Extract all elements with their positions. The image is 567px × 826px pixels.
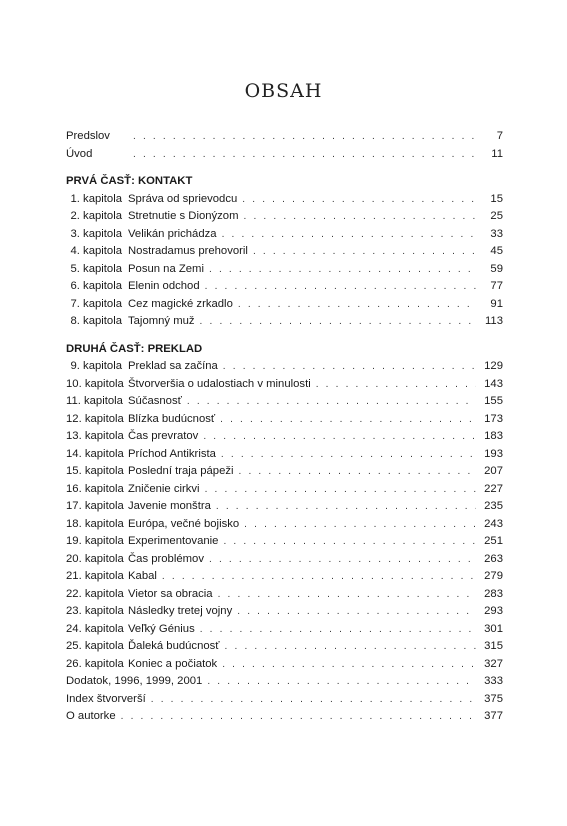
page-number: 33: [490, 227, 503, 240]
page-number: 293: [484, 605, 503, 617]
chapter-title: Blízka budúcnosť: [128, 412, 216, 425]
chapter-title: Následky tretej vojny: [128, 605, 233, 617]
page-number: 333: [484, 675, 503, 687]
toc-chapter-entry[interactable]: [66, 533, 503, 551]
chapter-title: Kabal: [128, 570, 157, 582]
dot-leader: [244, 208, 476, 226]
toc-chapter-entry[interactable]: [66, 278, 503, 296]
dot-leader: [242, 191, 476, 209]
toc-chapter-entry[interactable]: [66, 191, 503, 209]
chapter-title: Posun na Zemi: [128, 262, 204, 275]
page-number: 235: [484, 500, 503, 512]
chapter-number: 8. kapitola: [70, 315, 122, 327]
dot-leader: [223, 358, 476, 376]
dot-leader: [218, 586, 476, 604]
chapter-title: Nostradamus prehovoril: [128, 245, 248, 257]
page-number: 11: [491, 147, 503, 160]
toc-chapter-entry[interactable]: [66, 428, 503, 446]
dot-leader: [187, 393, 476, 411]
toc-chapter-entry[interactable]: [66, 463, 503, 481]
chapter-number: 3. kapitola: [70, 227, 122, 240]
toc-chapter-entry[interactable]: [66, 621, 503, 639]
toc-chapter-entry[interactable]: [66, 208, 503, 226]
chapter-title: Tajomný muž: [128, 315, 195, 327]
chapter-number: 20. kapitola: [66, 552, 124, 565]
toc-chapter-entry[interactable]: [66, 656, 503, 674]
page-number: 263: [484, 552, 503, 565]
entry-label: O autorke: [66, 710, 116, 722]
toc-chapter-entry[interactable]: [66, 376, 503, 394]
dot-leader: [205, 278, 476, 296]
chapter-number: 9. kapitola: [70, 360, 122, 372]
toc-chapter-entry[interactable]: [66, 481, 503, 499]
dot-leader: [162, 568, 476, 586]
chapter-number: 26. kapitola: [66, 657, 124, 670]
page-number: 377: [484, 710, 503, 722]
dot-leader: [244, 516, 476, 534]
dot-leader: [237, 603, 476, 621]
page-number: 113: [484, 315, 503, 327]
chapter-title: Čas problémov: [128, 552, 204, 565]
dot-leader: [225, 638, 476, 656]
page-number: 173: [484, 412, 503, 425]
page-title: OBSAH: [244, 80, 323, 102]
chapter-title: Súčasnosť: [128, 395, 182, 407]
toc-entry[interactable]: [66, 128, 503, 146]
chapter-number: 2. kapitola: [70, 210, 122, 222]
toc-chapter-entry[interactable]: [66, 568, 503, 586]
page-number: 327: [484, 657, 503, 670]
toc-entry[interactable]: [66, 673, 503, 691]
page-number: 45: [490, 245, 503, 257]
chapter-number: 14. kapitola: [66, 447, 124, 460]
chapter-number: 16. kapitola: [66, 482, 124, 495]
chapter-number: 18. kapitola: [66, 517, 124, 530]
page-number: 283: [484, 587, 503, 600]
page-number: 155: [484, 395, 503, 407]
toc-entry[interactable]: [66, 146, 503, 164]
chapter-title: Európa, večné bojisko: [128, 517, 240, 530]
dot-leader: [207, 673, 476, 691]
toc-chapter-entry[interactable]: [66, 638, 503, 656]
part2-heading: DRUHÁ ČASŤ: PREKLAD: [66, 342, 203, 355]
back-matter: [66, 673, 503, 726]
page-number: 91: [490, 297, 503, 310]
table-of-contents: [66, 128, 503, 726]
dot-leader: [216, 498, 476, 516]
chapter-number: 25. kapitola: [66, 640, 124, 652]
page-number: 301: [484, 622, 503, 635]
page-number: 129: [484, 360, 503, 372]
dot-leader: [316, 376, 476, 394]
chapter-title: Ďaleká budúcnosť: [128, 640, 220, 652]
dot-leader: [209, 261, 476, 279]
page-number: 207: [484, 465, 503, 477]
chapter-number: 13. kapitola: [66, 430, 124, 442]
dot-leader: [223, 533, 476, 551]
chapter-title: Elenin odchod: [128, 280, 200, 292]
chapter-title: Javenie monštra: [128, 500, 211, 512]
chapter-number: 5. kapitola: [70, 262, 122, 275]
page-number: 251: [484, 535, 503, 547]
page-number: 183: [484, 430, 503, 442]
chapter-title: Stretnutie s Dionýzom: [128, 210, 239, 222]
chapter-title: Správa od sprievodcu: [128, 192, 238, 205]
dot-leader: [203, 428, 476, 446]
toc-chapter-entry[interactable]: [66, 243, 503, 261]
toc-chapter-entry[interactable]: [66, 498, 503, 516]
entry-label: Úvod: [66, 147, 93, 160]
dot-leader: [133, 128, 476, 146]
chapter-number: 1. kapitola: [70, 192, 122, 205]
toc-entry[interactable]: [66, 708, 503, 726]
chapter-number: 6. kapitola: [70, 280, 122, 292]
chapter-number: 7. kapitola: [70, 297, 122, 310]
chapter-number: 23. kapitola: [66, 605, 124, 617]
chapter-number: 4. kapitola: [70, 245, 122, 257]
chapter-title: Veľký Génius: [128, 622, 195, 635]
chapter-number: 10. kapitola: [66, 377, 124, 390]
page-number: 279: [484, 570, 503, 582]
toc-chapter-entry[interactable]: [66, 603, 503, 621]
toc-chapter-entry[interactable]: [66, 516, 503, 534]
chapter-title: Čas prevratov: [128, 430, 199, 442]
chapter-title: Príchod Antikrista: [128, 447, 216, 460]
page-number: 77: [490, 280, 503, 292]
dot-leader: [222, 226, 476, 244]
chapter-title: Štvorveršia o udalostiach v minulosti: [128, 377, 311, 390]
dot-leader: [222, 656, 476, 674]
chapter-number: 12. kapitola: [66, 412, 124, 425]
chapter-title: Koniec a počiatok: [128, 657, 218, 670]
chapter-title: Experimentovanie: [128, 535, 219, 547]
dot-leader: [133, 146, 476, 164]
toc-chapter-entry[interactable]: [66, 226, 503, 244]
page-number: 193: [484, 447, 503, 460]
chapter-title: Vietor sa obracia: [128, 587, 213, 600]
chapter-title: Velikán prichádza: [128, 227, 217, 240]
entry-label: Index štvorverší: [66, 692, 146, 705]
page-number: 59: [490, 262, 503, 275]
dot-leader: [239, 463, 476, 481]
dot-leader: [151, 691, 476, 709]
chapter-number: 24. kapitola: [66, 622, 124, 635]
front-matter: [66, 128, 503, 163]
dot-leader: [200, 313, 476, 331]
entry-label: Predslov: [66, 130, 110, 142]
toc-chapter-entry[interactable]: [66, 261, 503, 279]
dot-leader: [205, 481, 476, 499]
toc-chapter-entry[interactable]: [66, 446, 503, 464]
page-number: 25: [490, 210, 503, 222]
dot-leader: [200, 621, 476, 639]
page-number: 7: [496, 130, 503, 142]
toc-chapter-entry[interactable]: [66, 411, 503, 429]
chapter-title: Poslední traja pápeži: [128, 465, 234, 477]
entry-label: Dodatok, 1996, 1999, 2001: [66, 675, 203, 687]
dot-leader: [121, 708, 476, 726]
toc-chapter-entry[interactable]: [66, 313, 503, 331]
toc-chapter-entry[interactable]: [66, 358, 503, 376]
dot-leader: [209, 551, 476, 569]
chapter-title: Cez magické zrkadlo: [128, 297, 233, 310]
chapter-number: 21. kapitola: [66, 570, 124, 582]
toc-entry[interactable]: [66, 691, 503, 709]
toc-chapter-entry[interactable]: [66, 296, 503, 314]
chapter-number: 19. kapitola: [66, 535, 124, 547]
page-number: 15: [490, 192, 503, 205]
part1-chapters: [66, 191, 503, 331]
chapter-title: Preklad sa začína: [128, 360, 218, 372]
toc-chapter-entry[interactable]: [66, 586, 503, 604]
chapter-number: 22. kapitola: [66, 587, 124, 600]
page-number: 143: [484, 377, 503, 390]
toc-chapter-entry[interactable]: [66, 393, 503, 411]
dot-leader: [238, 296, 476, 314]
page-number: 243: [484, 517, 503, 530]
page-number: 375: [484, 692, 503, 705]
chapter-number: 15. kapitola: [66, 465, 124, 477]
chapter-number: 11. kapitola: [66, 395, 123, 407]
dot-leader: [221, 446, 476, 464]
part2-chapters: [66, 358, 503, 673]
page-number: 315: [484, 640, 503, 652]
chapter-number: 17. kapitola: [66, 500, 124, 512]
part1-heading: PRVÁ ČASŤ: KONTAKT: [66, 175, 193, 187]
page-number: 227: [484, 482, 503, 495]
dot-leader: [253, 243, 476, 261]
toc-chapter-entry[interactable]: [66, 551, 503, 569]
chapter-title: Zničenie cirkvi: [128, 482, 200, 495]
dot-leader: [220, 411, 476, 429]
